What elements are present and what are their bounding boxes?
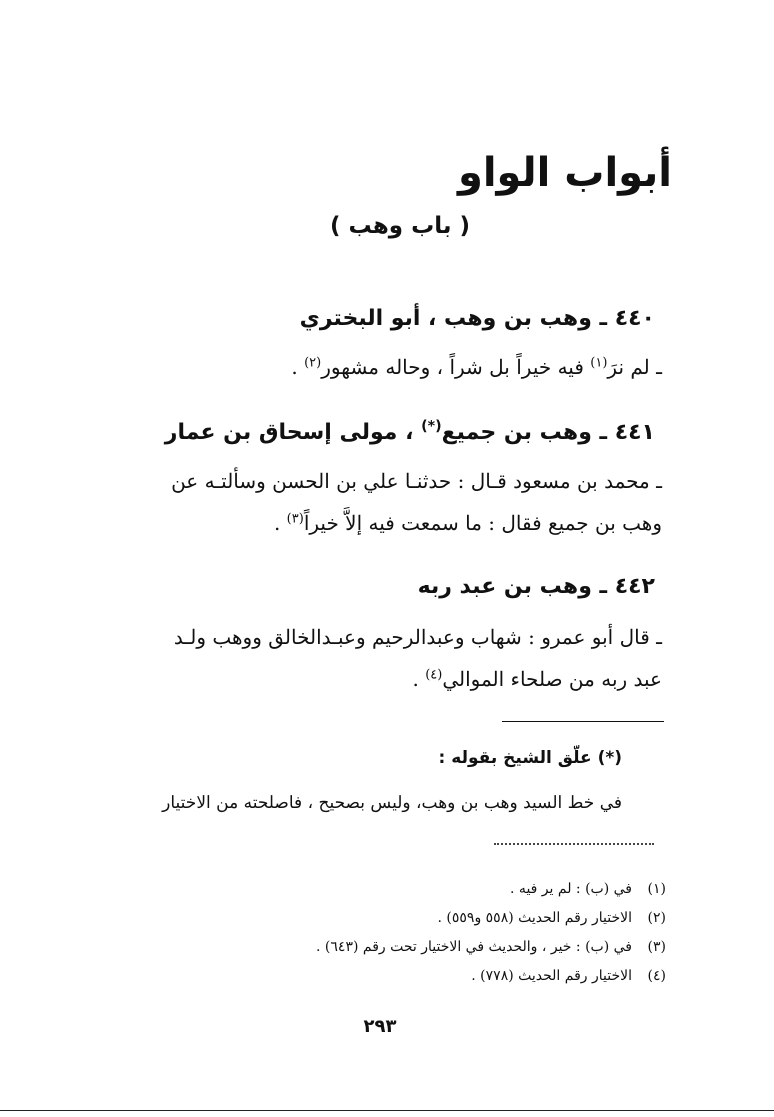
entry-text-fragment: . (273, 511, 287, 535)
editor-note-text: في خط السيد وهب بن وهب، وليس بصحيح ، فاصلحته من الاختيار (162, 793, 622, 813)
entry-text-fragment: . (412, 667, 426, 691)
entry-text-fragment: فيه خيراً بل شراً ، وحاله مشهور (321, 355, 591, 379)
footnote-number: (٢) (647, 910, 666, 926)
footnote-item (146, 875, 666, 904)
entry-text-line (102, 502, 662, 544)
entry-text-line (102, 346, 662, 388)
footnote-number: (١) (647, 881, 666, 897)
entry-heading-part: ، مولى إسحاق بن عمار (164, 420, 422, 445)
editor-note-heading: (*) علّق الشيخ بقوله : (438, 748, 622, 768)
footnote-number: (٤) (647, 968, 666, 984)
footnote-text: في (ب) : خير ، والحديث في الاختيار تحت رقم (٦٤٣) . (316, 939, 632, 955)
footnote-item (146, 962, 666, 991)
entry-text-fragment: وهب بن جميع فقال : ما سمعت فيه إلاَّ خيراً (303, 511, 662, 535)
entry-text-fragment: عبد ربه من صلحاء الموالي (442, 667, 662, 691)
chapter-title: أبواب الواو (457, 150, 672, 196)
entry-heading-441 (165, 420, 655, 446)
footnote-ref: (٣) (286, 511, 304, 527)
footnote-ref: (٤) (425, 667, 443, 683)
entry-heading-part: ٤٤١ ـ وهب بن جميع (441, 420, 655, 445)
entry-heading-440: ٤٤٠ ـ وهب بن وهب ، أبو البختري (299, 306, 655, 331)
footnote-number: (٣) (647, 939, 666, 955)
entry-text-line: ـ قال أبو عمرو : شهاب وعبدالرحيم وعبـدالخالق ووهب ولـد (173, 625, 662, 649)
editor-note-marker: (*) (421, 418, 442, 435)
entry-text-line: ـ محمد بن مسعود قـال : حدثنـا علي بن الحسن وسألتـه عن (171, 469, 662, 493)
footnote-item (146, 933, 666, 962)
entry-text-fragment: ـ لم نرَ (607, 355, 662, 379)
entry-text-fragment: . (291, 355, 305, 379)
footnote-ref: (١) (590, 355, 608, 371)
footnotes-list (146, 875, 666, 991)
page-number: ٢٩٣ (363, 1016, 397, 1037)
footnote-separator (502, 721, 664, 722)
footnote-text: في (ب) : لم ير فيه . (510, 881, 632, 897)
bottom-rule (0, 1110, 774, 1111)
entry-heading-442: ٤٤٢ ـ وهب بن عبد ربه (417, 574, 655, 599)
footnote-text: الاختيار رقم الحديث (٧٧٨) . (471, 968, 632, 984)
entry-text-441 (102, 460, 662, 544)
footnote-ref: (٢) (304, 355, 322, 371)
footnote-text: الاختيار رقم الحديث (٥٥٨ و٥٥٩) . (437, 910, 632, 926)
footnote-item (146, 904, 666, 933)
entry-text-442 (102, 616, 662, 700)
subchapter-title: ( باب وهب ) (329, 213, 471, 239)
entry-text-440 (102, 346, 662, 388)
entry-text-line (102, 658, 662, 700)
dotted-separator (494, 843, 654, 845)
